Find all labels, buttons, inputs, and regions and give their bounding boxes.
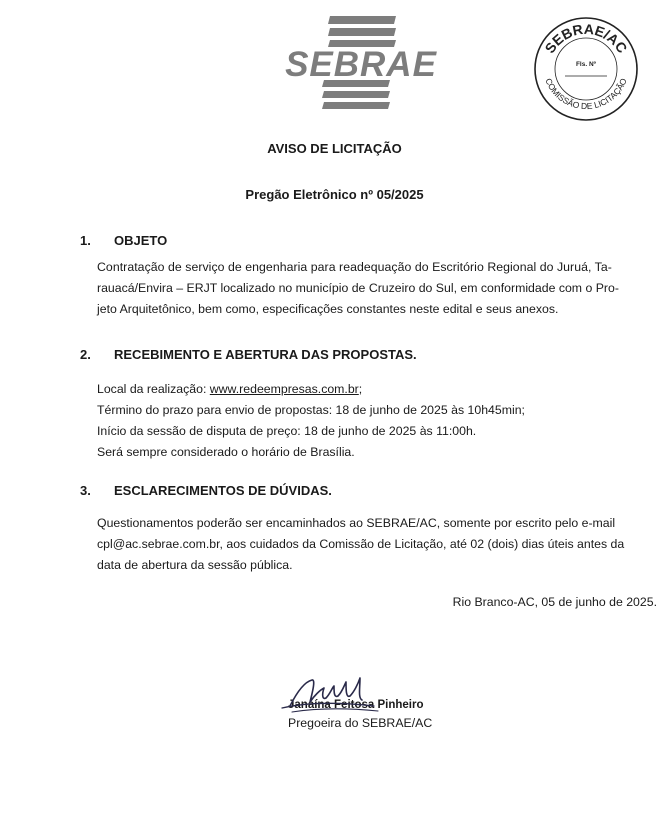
signatory-name: Janaína Feitosa Pinheiro <box>288 699 424 711</box>
section-2-body <box>97 379 637 463</box>
section-1-heading: OBJETO <box>114 233 168 248</box>
section-3-body <box>97 513 634 576</box>
section-3-number: 3. <box>80 483 91 498</box>
signatory-role: Pregoeira do SEBRAE/AC <box>288 716 433 730</box>
paragraph-line: data de abertura da sessão pública. <box>97 558 293 572</box>
website-link[interactable]: www.redeempresas.com.br <box>209 382 359 396</box>
local-line <box>97 379 637 400</box>
paragraph-line: jeto Arquitetônico, bem como, especificações constantes neste edital e seus anexos. <box>97 302 559 316</box>
place-date: Rio Branco-AC, 05 de junho de 2025. <box>452 595 657 609</box>
section-3-heading: ESCLARECIMENTOS DE DÚVIDAS. <box>114 483 332 498</box>
logo-stripe <box>328 28 396 36</box>
svg-text:COMISSÃO DE LICITAÇÃO <box>543 76 628 111</box>
local-suffix: ; <box>358 382 363 396</box>
document-title: AVISO DE LICITAÇÃO <box>267 141 402 156</box>
section-1-body <box>97 257 632 320</box>
paragraph-line: cpl@ac.sebrae.com.br, aos cuidados da Comissão de Licitação, até 02 (dois) dias úteis antes da <box>97 537 625 551</box>
document-subtitle: Pregão Eletrônico nº 05/2025 <box>245 187 424 202</box>
stamp-top-text: SEBRAE/AC <box>541 20 631 56</box>
stamp-bottom-text: COMISSÃO DE LICITAÇÃO <box>543 76 629 112</box>
logo-text: SEBRAE <box>285 45 437 84</box>
section-2-number: 2. <box>80 347 91 362</box>
local-label: Local da realização: <box>97 382 210 396</box>
stamp-field-label: Fls. Nº <box>575 61 597 68</box>
paragraph-line: Questionamentos poderão ser encaminhados ao SEBRAE/AC, somente por escrito pelo e-mail <box>97 516 616 530</box>
paragraph-line: rauacá/Envira – ERJT localizado no município de Cruzeiro do Sul, em conformidade com o Pro- <box>97 281 619 295</box>
logo-stripe <box>322 91 390 98</box>
paragraph-line: Será sempre considerado o horário de Brasília. <box>97 445 355 459</box>
sebrae-logo <box>272 14 450 110</box>
section-1-number: 1. <box>80 233 91 248</box>
paragraph-line: Início da sessão de disputa de preço: 18 de junho de 2025 às 11:00h. <box>97 424 477 438</box>
logo-stripe <box>328 16 396 24</box>
logo-stripe <box>322 102 390 109</box>
paragraph-line: Término do prazo para envio de propostas: 18 de junho de 2025 às 10h45min; <box>97 403 525 417</box>
protocol-stamp <box>531 14 641 124</box>
section-2-heading: RECEBIMENTO E ABERTURA DAS PROPOSTAS. <box>114 347 417 362</box>
paragraph-line: Contratação de serviço de engenharia para readequação do Escritório Regional do Juruá, Ta- <box>97 260 612 274</box>
handwritten-signature <box>278 672 388 718</box>
